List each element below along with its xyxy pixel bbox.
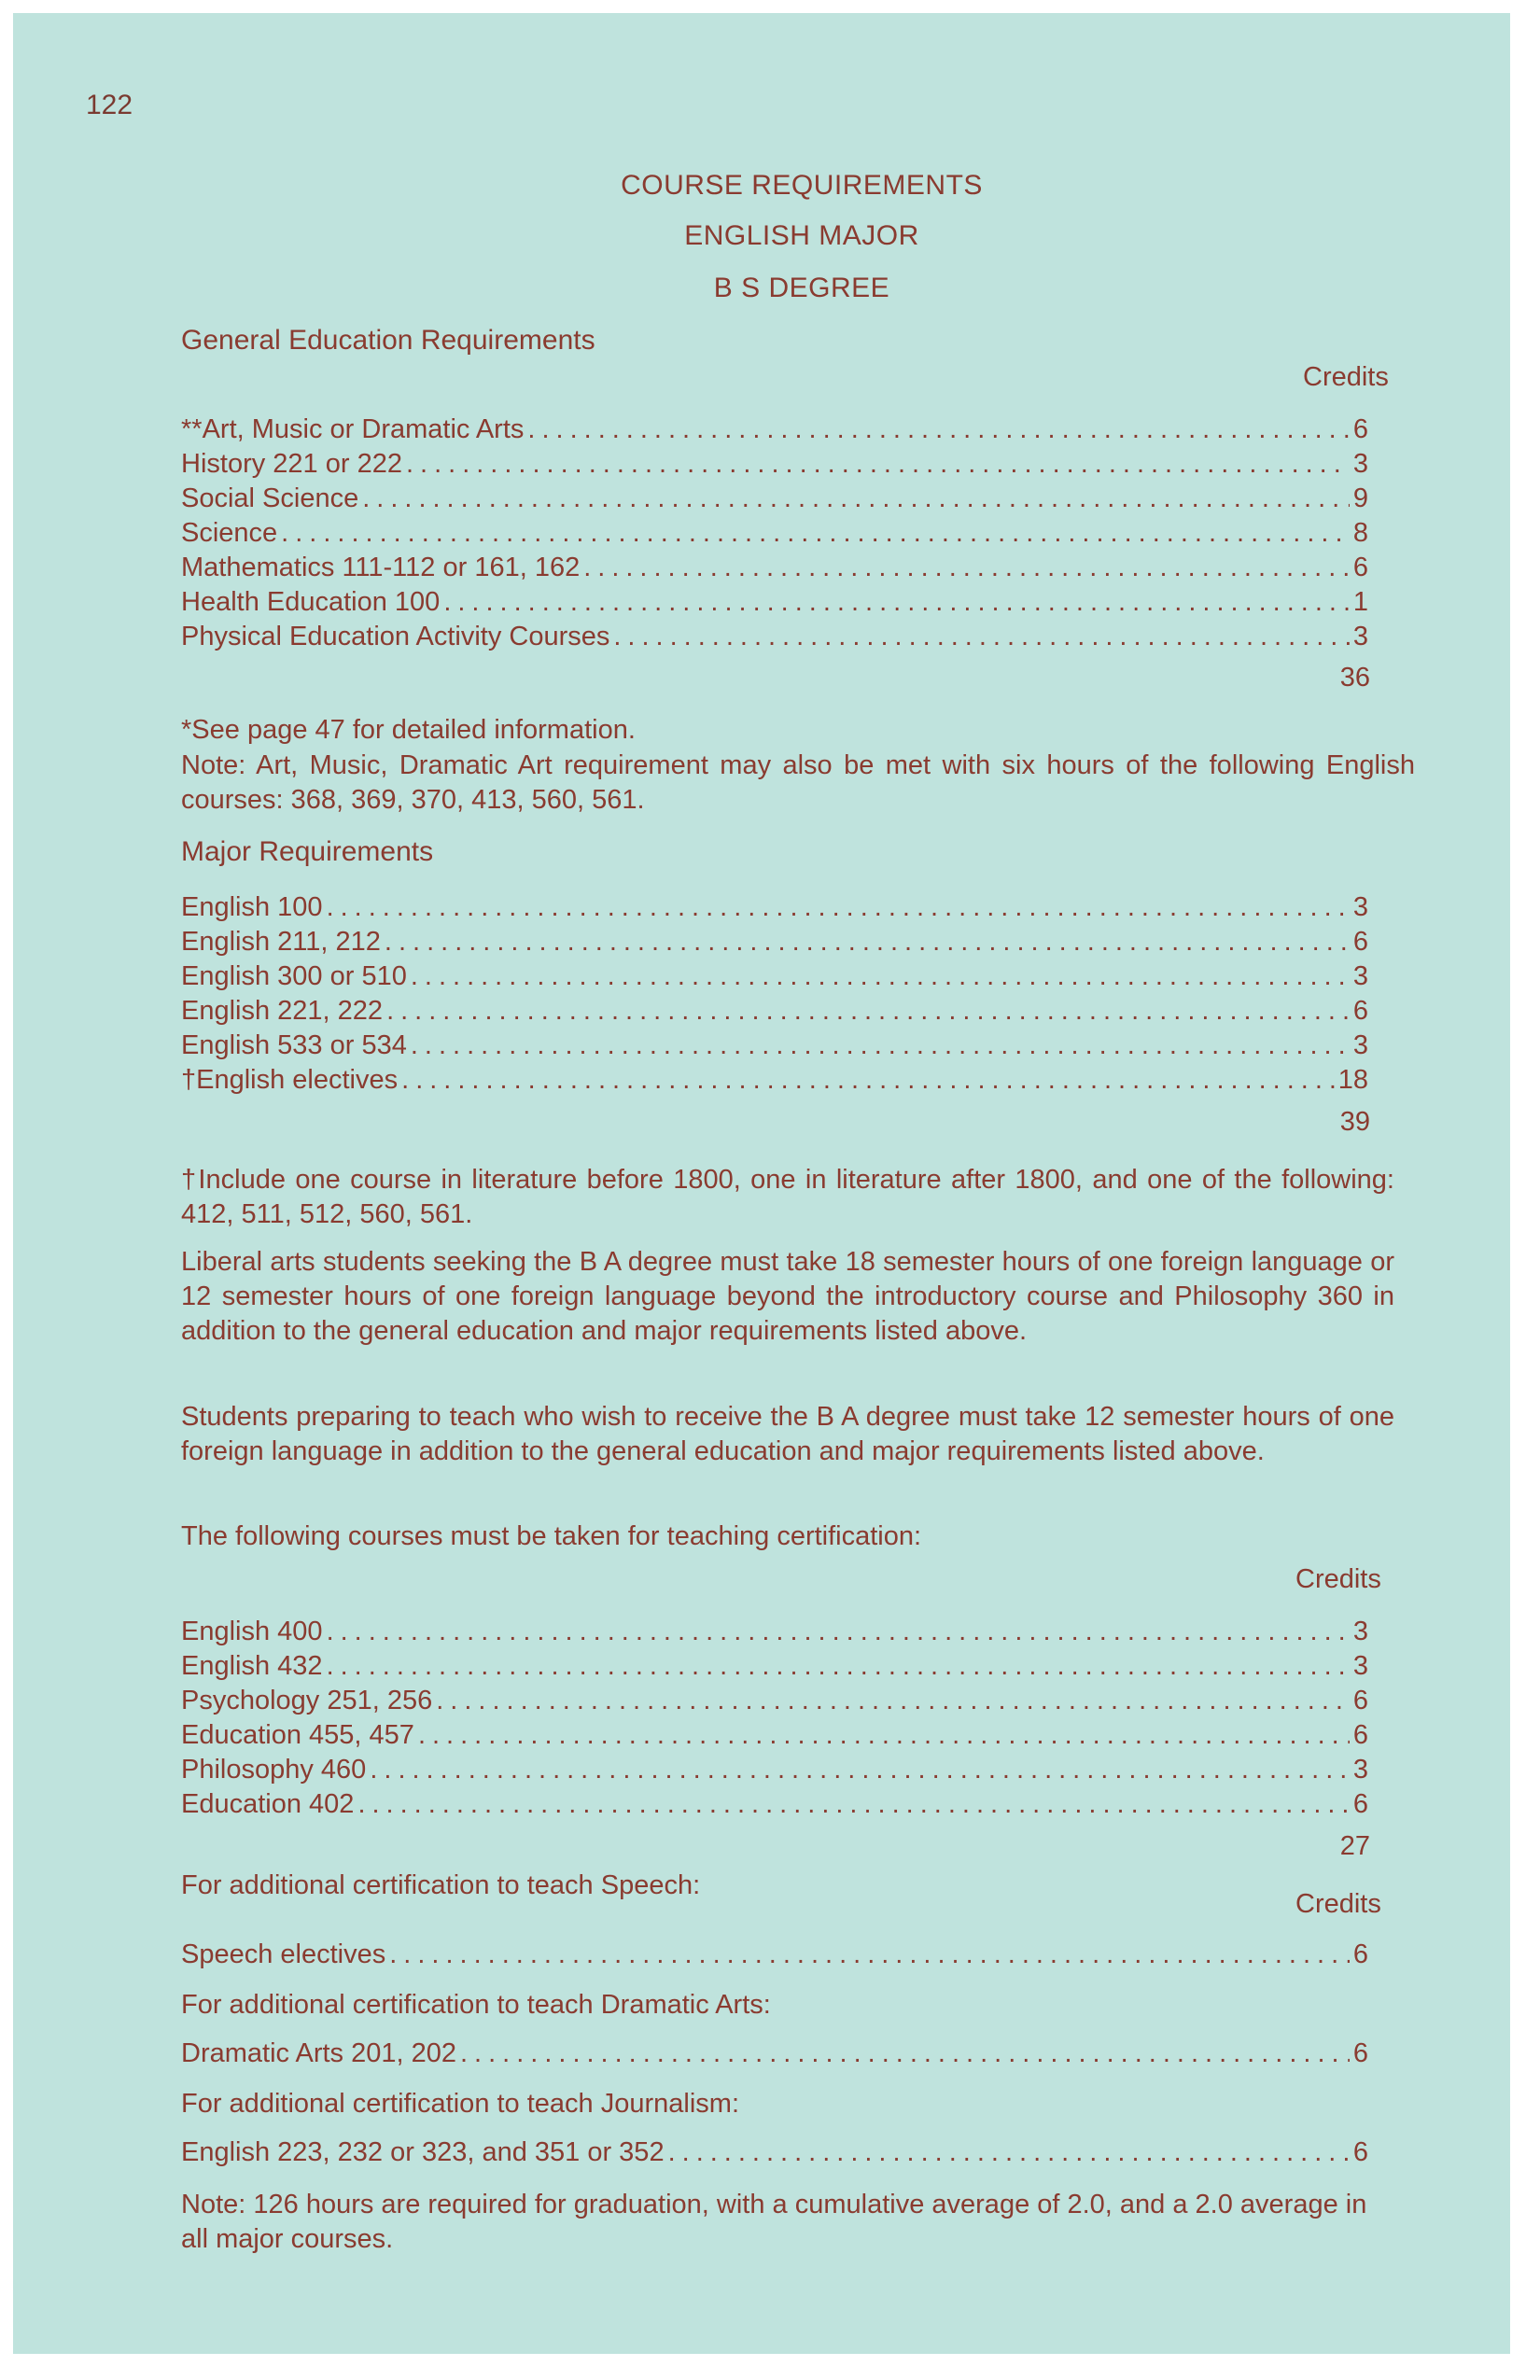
- graduation-note: Note: 126 hours are required for graduation, with a cumulative average of 2.0, and a 2.0 average in all major courses.: [181, 2190, 1367, 2254]
- row-value: 3: [1352, 892, 1368, 922]
- page-number: 122: [86, 90, 133, 120]
- major-row: [181, 927, 1368, 960]
- row-value: 8: [1352, 518, 1368, 548]
- row-label: English 300 or 510: [181, 961, 407, 991]
- row-value: 3: [1352, 1651, 1368, 1681]
- row-label: History 221 or 222: [181, 449, 402, 479]
- row-label: Physical Education Activity Courses: [181, 622, 610, 651]
- gen-ed-row: [181, 587, 1368, 621]
- row-value: 6: [1352, 2137, 1368, 2167]
- heading-course-requirements: COURSE REQUIREMENTS: [621, 170, 983, 201]
- row-label: Education 455, 457: [181, 1720, 414, 1750]
- row-label: English 211, 212: [181, 927, 381, 957]
- row-label: Speech electives: [181, 1939, 386, 1969]
- row-label: English 221, 222: [181, 996, 384, 1026]
- gen-ed-footnote: *See page 47 for detailed information.: [181, 715, 636, 745]
- document-page: [13, 13, 1510, 2354]
- row-value: 1: [1352, 587, 1368, 617]
- row-label: **Art, Music or Dramatic Arts: [181, 414, 525, 444]
- gen-ed-row: [181, 449, 1368, 483]
- row-value: 6: [1352, 414, 1368, 444]
- credits-label: Credits: [1303, 362, 1389, 392]
- row-value: 18: [1337, 1065, 1368, 1095]
- cert-row: [181, 1686, 1368, 1719]
- row-value: 6: [1352, 2038, 1368, 2068]
- credits-label: Credits: [1295, 1564, 1381, 1594]
- credits-label: Credits: [1295, 1889, 1381, 1919]
- row-label: †English electives: [181, 1065, 399, 1095]
- gen-ed-total: 36: [1339, 663, 1370, 693]
- row-label: Health Education 100: [181, 587, 441, 617]
- major-row: [181, 961, 1368, 995]
- gen-ed-note: Note: Art, Music, Dramatic Art requirement may also be met with six hours of the following English courses: 368, 369, 370, 413, 560, 561.: [181, 750, 1415, 815]
- row-label: English 400: [181, 1617, 323, 1646]
- row-label: Science: [181, 518, 278, 548]
- cert-row: [181, 1789, 1368, 1823]
- row-label: Social Science: [181, 483, 359, 513]
- row-value: 6: [1352, 1686, 1368, 1715]
- row-value: 6: [1352, 927, 1368, 957]
- general-education-title: General Education Requirements: [181, 325, 595, 356]
- gen-ed-row: [181, 553, 1368, 586]
- row-label: English 100: [181, 892, 323, 922]
- dramatic-arts-intro: For additional certification to teach Dramatic Arts:: [181, 1990, 771, 2020]
- liberal-arts-paragraph: Liberal arts students seeking the B A degree must take 18 semester hours of one foreign language or 12 semester hours of one foreign language beyond the introductory course and Philosophy 360 in addition to the general education and major requirements listed above.: [181, 1247, 1394, 1346]
- row-value: 6: [1352, 996, 1368, 1026]
- major-row: [181, 1030, 1368, 1064]
- row-label: English 223, 232 or 323, and 351 or 352: [181, 2137, 665, 2167]
- cert-row: [181, 1720, 1368, 1754]
- row-label: English 533 or 534: [181, 1030, 407, 1060]
- row-value: 3: [1352, 961, 1368, 991]
- row-value: 9: [1352, 483, 1368, 513]
- gen-ed-row: [181, 483, 1368, 517]
- row-label: Psychology 251, 256: [181, 1686, 433, 1715]
- row-label: Education 402: [181, 1789, 355, 1819]
- row-value: 6: [1352, 1720, 1368, 1750]
- heading-english-major: ENGLISH MAJOR: [684, 220, 919, 251]
- major-row: [181, 892, 1368, 926]
- teaching-paragraph: Students preparing to teach who wish to receive the B A degree must take 12 semester hours of one foreign language in addition to the general education and major requirements listed above.: [181, 1402, 1394, 1466]
- row-value: 3: [1352, 622, 1368, 651]
- row-value: 3: [1352, 1755, 1368, 1785]
- row-value: 3: [1352, 449, 1368, 479]
- gen-ed-row: [181, 622, 1368, 655]
- row-label: Mathematics 111-112 or 161, 162: [181, 553, 581, 582]
- dramatic-arts-row: [181, 2038, 1368, 2072]
- row-value: 6: [1352, 553, 1368, 582]
- journalism-row: [181, 2137, 1368, 2171]
- row-value: 6: [1352, 1789, 1368, 1819]
- row-value: 3: [1352, 1030, 1368, 1060]
- row-label: Philosophy 460: [181, 1755, 367, 1785]
- cert-row: [181, 1651, 1368, 1685]
- major-row: [181, 996, 1368, 1029]
- cert-row: [181, 1617, 1368, 1650]
- certification-intro: The following courses must be taken for teaching certification:: [181, 1521, 922, 1551]
- speech-intro: For additional certification to teach Speech:: [181, 1870, 701, 1900]
- heading-degree: B S DEGREE: [713, 273, 890, 303]
- row-value: 3: [1352, 1617, 1368, 1646]
- major-title: Major Requirements: [181, 836, 434, 867]
- major-total: 39: [1339, 1107, 1370, 1137]
- row-label: Dramatic Arts 201, 202: [181, 2038, 456, 2068]
- cert-total: 27: [1339, 1831, 1370, 1861]
- major-footnote: †Include one course in literature before 1800, one in literature after 1800, and one of the following: 412, 511, 512, 560, 561.: [181, 1165, 1394, 1229]
- gen-ed-row: [181, 518, 1368, 552]
- row-label: English 432: [181, 1651, 323, 1681]
- cert-row: [181, 1755, 1368, 1788]
- gen-ed-row: [181, 414, 1368, 448]
- major-row: [181, 1065, 1368, 1099]
- row-value: 6: [1352, 1939, 1368, 1969]
- journalism-intro: For additional certification to teach Journalism:: [181, 2089, 740, 2119]
- speech-row: [181, 1939, 1368, 1973]
